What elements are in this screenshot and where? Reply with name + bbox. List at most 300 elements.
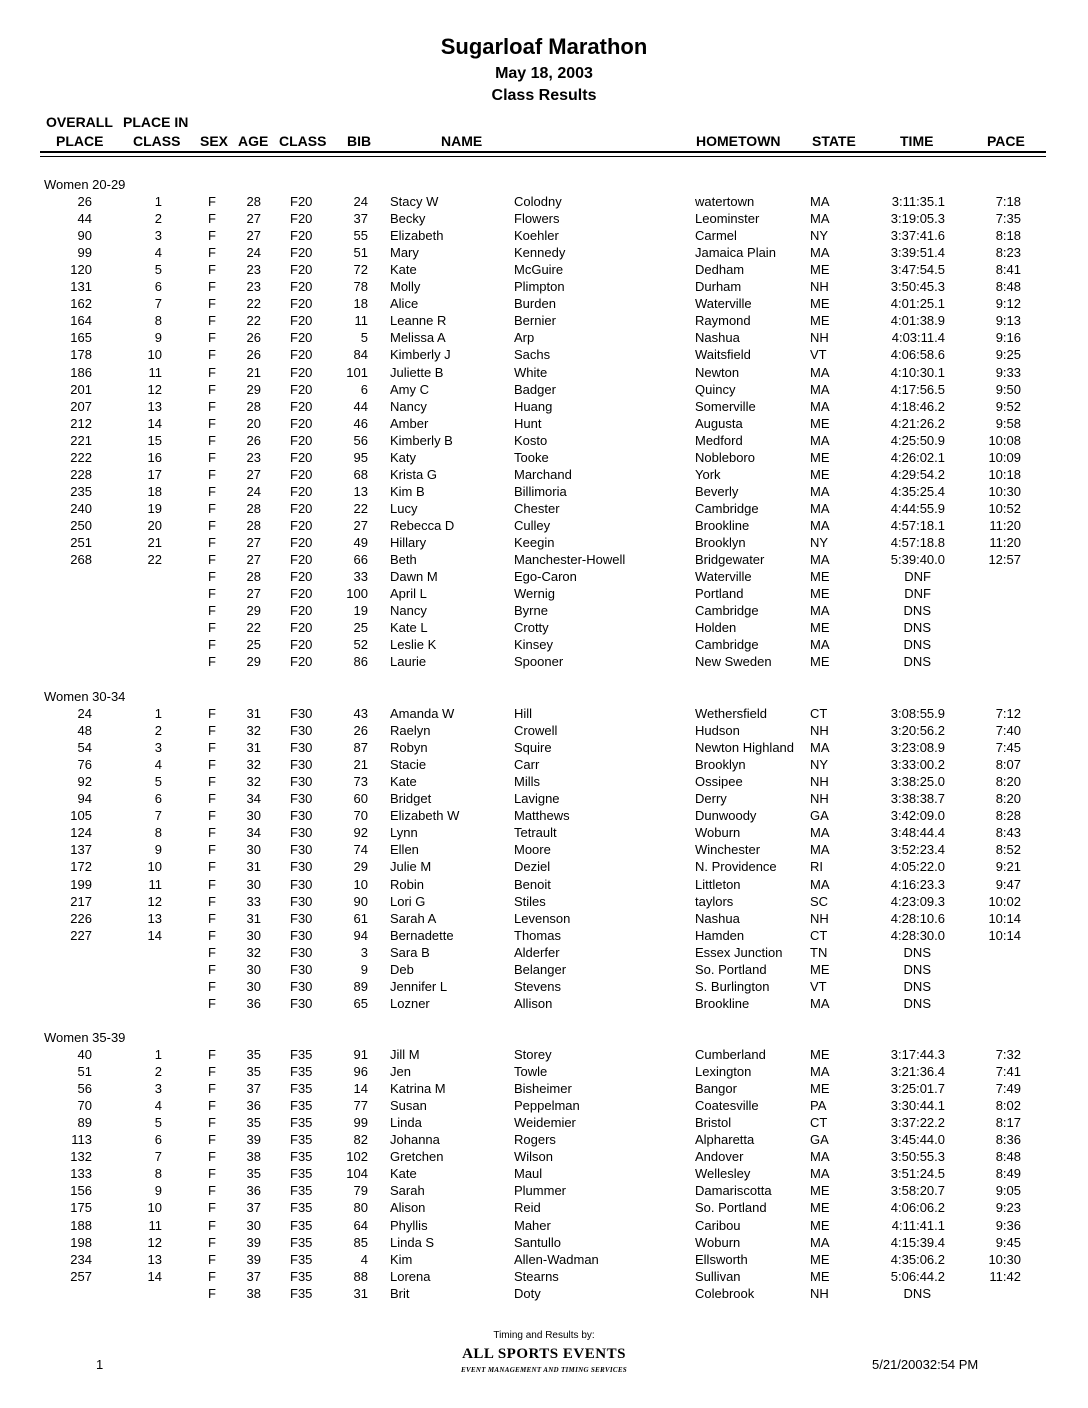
cell-age-class: F20 <box>290 449 313 465</box>
cell-sex: F <box>208 279 216 295</box>
cell-hometown: Durham <box>695 279 742 295</box>
section-label: Women 20-29 <box>44 177 126 192</box>
col-header-pace: PACE <box>987 133 1025 149</box>
cell-pace: 8:49 <box>995 1166 1021 1182</box>
cell-time: 4:21:26.2 <box>890 415 945 431</box>
cell-last-name: Colodny <box>514 194 562 209</box>
cell-last-name: Plummer <box>514 1183 567 1199</box>
cell-sex: F <box>208 364 216 380</box>
cell-bib: 87 <box>353 740 368 756</box>
cell-state: ME <box>810 620 830 636</box>
cell-bib: 78 <box>353 279 368 295</box>
cell-time: 3:17:44.3 <box>890 1047 945 1062</box>
cell-age: 35 <box>246 1064 261 1080</box>
cell-age: 28 <box>246 517 261 533</box>
cell-state: ME <box>810 961 830 977</box>
cell-sex: F <box>208 1200 216 1216</box>
table-row <box>0 722 1088 739</box>
cell-age-class: F35 <box>290 1047 313 1062</box>
cell-hometown: Damariscotta <box>695 1183 772 1199</box>
cell-state: NH <box>810 1285 829 1301</box>
cell-class-place: 9 <box>154 842 162 858</box>
cell-age-class: F20 <box>290 347 313 363</box>
cell-hometown: N. Providence <box>695 859 777 875</box>
cell-last-name: Tooke <box>514 449 549 465</box>
table-row <box>0 551 1088 568</box>
cell-sex: F <box>208 500 216 516</box>
table-row <box>0 210 1088 227</box>
cell-state: MA <box>810 211 830 227</box>
cell-sex: F <box>208 774 216 790</box>
cell-state: ME <box>810 415 830 431</box>
cell-overall-place: 178 <box>70 347 92 363</box>
cell-state: PA <box>810 1098 827 1114</box>
cell-last-name: Bisheimer <box>514 1081 572 1097</box>
cell-age: 38 <box>246 1285 261 1301</box>
cell-last-name: Crowell <box>514 723 558 739</box>
cell-age: 34 <box>246 791 261 807</box>
cell-sex: F <box>208 1183 216 1199</box>
timing-credit: Timing and Results by: <box>493 1330 595 1341</box>
table-row <box>0 1285 1088 1302</box>
cell-hometown: Augusta <box>695 415 743 431</box>
cell-bib: 37 <box>353 211 368 227</box>
cell-state: ME <box>810 1268 830 1284</box>
cell-class-place: 6 <box>154 791 162 807</box>
cell-age: 27 <box>246 228 261 244</box>
cell-hometown: Dunwoody <box>695 808 757 824</box>
cell-state: ME <box>810 1217 830 1233</box>
cell-age: 32 <box>246 723 261 739</box>
cell-age-class: F20 <box>290 517 313 533</box>
cell-state: MA <box>810 1064 830 1080</box>
cell-sex: F <box>208 740 216 756</box>
cell-class-place: 5 <box>154 774 162 790</box>
cell-time: 4:35:06.2 <box>890 1251 945 1267</box>
cell-pace: 9:05 <box>995 1183 1021 1199</box>
cell-age: 36 <box>246 1098 261 1114</box>
cell-time: 4:03:11.4 <box>891 330 945 346</box>
cell-pace: 10:52 <box>988 500 1021 516</box>
cell-sex: F <box>208 603 216 619</box>
cell-time: 4:29:54.2 <box>890 466 945 482</box>
cell-hometown: Nobleboro <box>695 449 755 465</box>
cell-bib: 52 <box>353 637 368 653</box>
col-header-age-class: CLASS <box>279 133 327 149</box>
cell-time: 3:47:54.5 <box>890 262 945 278</box>
cell-hometown: Lexington <box>695 1064 752 1080</box>
cell-age: 30 <box>246 842 261 858</box>
cell-hometown: Quincy <box>695 381 736 397</box>
cell-age-class: F20 <box>290 262 313 278</box>
cell-last-name: Byrne <box>514 603 548 619</box>
cell-last-name: Culley <box>514 517 551 533</box>
cell-hometown: Cumberland <box>695 1047 766 1062</box>
cell-bib: 31 <box>353 1285 368 1301</box>
cell-age-class: F30 <box>290 995 313 1011</box>
cell-bib: 74 <box>353 842 368 858</box>
cell-state: MA <box>810 500 830 516</box>
cell-sex: F <box>208 944 216 960</box>
cell-bib: 4 <box>360 1251 368 1267</box>
cell-first-name: Kate <box>390 774 417 790</box>
cell-time: 5:06:44.2 <box>890 1268 945 1284</box>
cell-overall-place: 240 <box>70 500 92 516</box>
table-row <box>0 244 1088 261</box>
table-row <box>0 466 1088 483</box>
cell-last-name: Crotty <box>514 620 549 636</box>
table-row <box>0 364 1088 381</box>
cell-overall-place: 188 <box>70 1217 92 1233</box>
cell-bib: 104 <box>346 1166 368 1182</box>
cell-last-name: Storey <box>514 1047 552 1062</box>
cell-hometown: Derry <box>695 791 727 807</box>
col-header-overall: OVERALL <box>46 114 113 130</box>
cell-time: 3:20:56.2 <box>890 723 945 739</box>
table-row <box>0 1080 1088 1097</box>
cell-bib: 33 <box>353 569 368 585</box>
cell-age: 35 <box>246 1047 261 1062</box>
cell-bib: 43 <box>353 706 368 721</box>
cell-time: 3:33:00.2 <box>890 757 945 773</box>
col-header-place-in: PLACE IN <box>123 114 189 130</box>
cell-last-name: Towle <box>514 1064 548 1080</box>
cell-class-place: 4 <box>154 245 162 261</box>
cell-pace: 8:20 <box>995 791 1021 807</box>
table-row <box>0 995 1088 1012</box>
cell-state: SC <box>810 893 829 909</box>
cell-hometown: New Sweden <box>695 654 772 670</box>
cell-hometown: Somerville <box>695 398 756 414</box>
cell-hometown: Nashua <box>695 910 740 926</box>
cell-bib: 9 <box>360 961 368 977</box>
cell-pace: 7:41 <box>995 1064 1021 1080</box>
cell-pace: 7:32 <box>995 1047 1021 1062</box>
cell-pace: 9:52 <box>995 398 1021 414</box>
table-row <box>0 278 1088 295</box>
cell-class-place: 22 <box>147 552 162 568</box>
cell-class-place: 12 <box>147 1234 162 1250</box>
cell-age: 22 <box>246 620 261 636</box>
cell-last-name: Deziel <box>514 859 551 875</box>
table-row <box>0 295 1088 312</box>
cell-time: 3:23:08.9 <box>890 740 945 756</box>
cell-hometown: taylors <box>695 893 734 909</box>
cell-last-name: Wilson <box>514 1149 554 1165</box>
cell-state: MA <box>810 842 830 858</box>
cell-age-class: F20 <box>290 211 313 227</box>
cell-last-name: Hill <box>514 706 533 721</box>
cell-age: 21 <box>246 364 261 380</box>
cell-age: 28 <box>246 398 261 414</box>
cell-last-name: Arp <box>514 330 535 346</box>
cell-first-name: Juliette B <box>390 364 444 380</box>
cell-class-place: 2 <box>154 723 162 739</box>
cell-bib: 61 <box>353 910 368 926</box>
cell-bib: 11 <box>354 313 368 329</box>
cell-last-name: Peppelman <box>514 1098 580 1114</box>
cell-bib: 65 <box>353 995 368 1011</box>
cell-time: 3:42:09.0 <box>890 808 945 824</box>
cell-age-class: F20 <box>290 296 313 312</box>
cell-first-name: Amanda W <box>390 706 455 721</box>
cell-first-name: Elizabeth W <box>390 808 460 824</box>
cell-sex: F <box>208 211 216 227</box>
col-header-class: CLASS <box>133 133 181 149</box>
cell-pace: 10:09 <box>988 449 1021 465</box>
cell-time: 4:57:18.1 <box>890 517 945 533</box>
cell-last-name: McGuire <box>514 262 564 278</box>
cell-last-name: Mills <box>514 774 540 790</box>
cell-bib: 27 <box>353 517 368 533</box>
cell-last-name: Hunt <box>514 415 542 431</box>
cell-pace: 7:40 <box>995 723 1021 739</box>
cell-bib: 79 <box>353 1183 368 1199</box>
cell-time: 3:50:55.3 <box>890 1149 945 1165</box>
cell-age-class: F35 <box>290 1064 313 1080</box>
cell-pace: 8:48 <box>995 1149 1021 1165</box>
cell-overall-place: 133 <box>70 1166 92 1182</box>
cell-pace: 10:30 <box>988 1251 1021 1267</box>
cell-bib: 95 <box>353 449 368 465</box>
cell-sex: F <box>208 706 216 721</box>
cell-age-class: F30 <box>290 927 313 943</box>
cell-age: 29 <box>246 654 261 670</box>
cell-age: 30 <box>246 876 261 892</box>
cell-class-place: 7 <box>154 296 162 312</box>
cell-sex: F <box>208 978 216 994</box>
cell-age: 32 <box>246 944 261 960</box>
cell-age: 30 <box>246 978 261 994</box>
cell-time: DNS <box>903 637 931 653</box>
table-row <box>0 193 1088 210</box>
cell-state: CT <box>810 1115 828 1131</box>
table-row <box>0 534 1088 551</box>
cell-bib: 21 <box>353 757 368 773</box>
cell-state: ME <box>810 296 830 312</box>
cell-sex: F <box>208 876 216 892</box>
cell-sex: F <box>208 381 216 397</box>
cell-bib: 70 <box>353 808 368 824</box>
cell-sex: F <box>208 296 216 312</box>
cell-age-class: F35 <box>290 1268 313 1284</box>
cell-overall-place: 24 <box>77 706 92 721</box>
cell-first-name: Sara B <box>390 944 430 960</box>
table-row <box>0 329 1088 346</box>
cell-bib: 51 <box>353 245 368 261</box>
cell-sex: F <box>208 466 216 482</box>
cell-age: 35 <box>246 1166 261 1182</box>
cell-class-place: 6 <box>154 279 162 295</box>
cell-hometown: Hudson <box>695 723 740 739</box>
table-row <box>0 773 1088 790</box>
cell-sex: F <box>208 1064 216 1080</box>
cell-bib: 92 <box>353 825 368 841</box>
cell-time: 4:06:58.6 <box>890 347 945 363</box>
cell-last-name: Weidemier <box>514 1115 576 1131</box>
cell-bib: 99 <box>353 1115 368 1131</box>
cell-time: 3:58:20.7 <box>890 1183 945 1199</box>
cell-sex: F <box>208 586 216 602</box>
cell-last-name: Reid <box>514 1200 541 1216</box>
cell-first-name: Kimberly J <box>390 347 451 363</box>
cell-age: 37 <box>246 1200 261 1216</box>
cell-bib: 22 <box>353 500 368 516</box>
cell-last-name: Bernier <box>514 313 556 329</box>
cell-overall-place: 113 <box>71 1132 92 1148</box>
cell-first-name: Johanna <box>390 1132 440 1148</box>
cell-hometown: Waterville <box>695 296 752 312</box>
cell-time: 4:06:06.2 <box>890 1200 945 1216</box>
cell-sex: F <box>208 825 216 841</box>
cell-age-class: F20 <box>290 245 313 261</box>
cell-hometown: Newton Highland <box>695 740 795 756</box>
cell-age-class: F30 <box>290 842 313 858</box>
cell-overall-place: 124 <box>70 825 92 841</box>
cell-state: VT <box>810 978 827 994</box>
table-row <box>0 1217 1088 1234</box>
cell-hometown: Colebrook <box>695 1285 755 1301</box>
cell-bib: 25 <box>353 620 368 636</box>
cell-age: 30 <box>246 808 261 824</box>
cell-first-name: Brit <box>390 1285 410 1301</box>
cell-sex: F <box>208 1285 216 1301</box>
cell-time: DNS <box>903 620 931 636</box>
cell-first-name: Nancy <box>390 398 427 414</box>
cell-time: 3:50:45.3 <box>890 279 945 295</box>
cell-time: 4:44:55.9 <box>890 500 945 516</box>
cell-sex: F <box>208 347 216 363</box>
cell-bib: 84 <box>353 347 368 363</box>
cell-time: 3:45:44.0 <box>890 1132 945 1148</box>
cell-first-name: Beth <box>390 552 417 568</box>
cell-overall-place: 217 <box>70 893 92 909</box>
section-label: Women 30-34 <box>44 689 126 704</box>
cell-first-name: Leanne R <box>390 313 447 329</box>
cell-pace: 8:18 <box>995 228 1021 244</box>
table-row <box>0 1114 1088 1131</box>
cell-last-name: Allen-Wadman <box>514 1251 599 1267</box>
cell-last-name: Doty <box>514 1285 541 1301</box>
cell-state: ME <box>810 654 830 670</box>
table-row <box>0 261 1088 278</box>
cell-overall-place: 165 <box>70 330 92 346</box>
cell-overall-place: 198 <box>70 1234 92 1250</box>
cell-age-class: F20 <box>290 194 313 209</box>
cell-sex: F <box>208 910 216 926</box>
cell-overall-place: 164 <box>70 313 92 329</box>
cell-hometown: Coatesville <box>695 1098 759 1114</box>
cell-age: 25 <box>246 637 261 653</box>
cell-state: CT <box>810 706 828 721</box>
cell-age: 28 <box>246 194 261 209</box>
cell-sex: F <box>208 637 216 653</box>
cell-overall-place: 90 <box>77 228 92 244</box>
table-row <box>0 1165 1088 1182</box>
cell-first-name: Julie M <box>390 859 432 875</box>
cell-bib: 68 <box>353 466 368 482</box>
cell-last-name: Moore <box>514 842 551 858</box>
cell-bib: 3 <box>360 944 368 960</box>
cell-time: 4:01:25.1 <box>890 296 945 312</box>
table-row <box>0 449 1088 466</box>
cell-overall-place: 132 <box>70 1149 92 1165</box>
cell-age-class: F20 <box>290 483 313 499</box>
cell-last-name: White <box>514 364 548 380</box>
cell-last-name: Manchester-Howell <box>514 552 626 568</box>
cell-class-place: 8 <box>154 825 162 841</box>
cell-state: NH <box>810 330 829 346</box>
cell-hometown: So. Portland <box>695 1200 767 1216</box>
cell-hometown: Bangor <box>695 1081 737 1097</box>
cell-bib: 64 <box>353 1217 368 1233</box>
cell-overall-place: 221 <box>70 432 92 448</box>
cell-pace: 8:23 <box>995 245 1021 261</box>
cell-time: DNF <box>904 569 931 585</box>
cell-bib: 80 <box>353 1200 368 1216</box>
cell-last-name: Kinsey <box>514 637 554 653</box>
cell-first-name: Alice <box>390 296 419 312</box>
cell-overall-place: 199 <box>70 876 92 892</box>
cell-age-class: F30 <box>290 825 313 841</box>
cell-time: DNS <box>903 995 931 1011</box>
cell-state: MA <box>810 483 830 499</box>
cell-first-name: Molly <box>390 279 421 295</box>
cell-hometown: Brookline <box>695 517 750 533</box>
cell-pace: 10:18 <box>988 466 1021 482</box>
cell-state: GA <box>810 1132 829 1148</box>
cell-sex: F <box>208 398 216 414</box>
cell-time: 3:19:05.3 <box>890 211 945 227</box>
cell-last-name: Koehler <box>514 228 559 244</box>
cell-state: VT <box>810 347 827 363</box>
cell-age: 39 <box>246 1132 261 1148</box>
page-title: Sugarloaf Marathon <box>440 34 648 59</box>
cell-sex: F <box>208 859 216 875</box>
cell-time: 4:35:25.4 <box>890 483 945 499</box>
cell-bib: 5 <box>360 330 368 346</box>
cell-first-name: Nancy <box>390 603 427 619</box>
cell-sex: F <box>208 1149 216 1165</box>
cell-last-name: Billimoria <box>514 483 567 499</box>
cell-first-name: Linda S <box>390 1234 435 1250</box>
cell-overall-place: 48 <box>77 723 92 739</box>
cell-first-name: Jill M <box>390 1047 420 1062</box>
cell-time: 4:16:23.3 <box>890 876 945 892</box>
cell-pace: 8:07 <box>995 757 1021 773</box>
cell-pace: 7:49 <box>995 1081 1021 1097</box>
cell-age-class: F20 <box>290 364 313 380</box>
cell-time: 3:38:38.7 <box>890 791 945 807</box>
cell-last-name: Maher <box>514 1217 551 1233</box>
cell-age-class: F30 <box>290 791 313 807</box>
table-row <box>0 1182 1088 1199</box>
cell-time: DNS <box>903 961 931 977</box>
cell-sex: F <box>208 1115 216 1131</box>
table-row <box>0 858 1088 875</box>
cell-first-name: Robin <box>390 876 424 892</box>
cell-sex: F <box>208 961 216 977</box>
cell-overall-place: 250 <box>70 517 92 533</box>
cell-first-name: Linda <box>390 1115 422 1131</box>
cell-pace: 8:20 <box>995 774 1021 790</box>
cell-hometown: Bridgewater <box>695 552 765 568</box>
cell-sex: F <box>208 535 216 550</box>
cell-class-place: 10 <box>147 1200 162 1216</box>
cell-class-place: 7 <box>154 1149 162 1165</box>
cell-sex: F <box>208 330 216 346</box>
cell-last-name: Matthews <box>514 808 570 824</box>
